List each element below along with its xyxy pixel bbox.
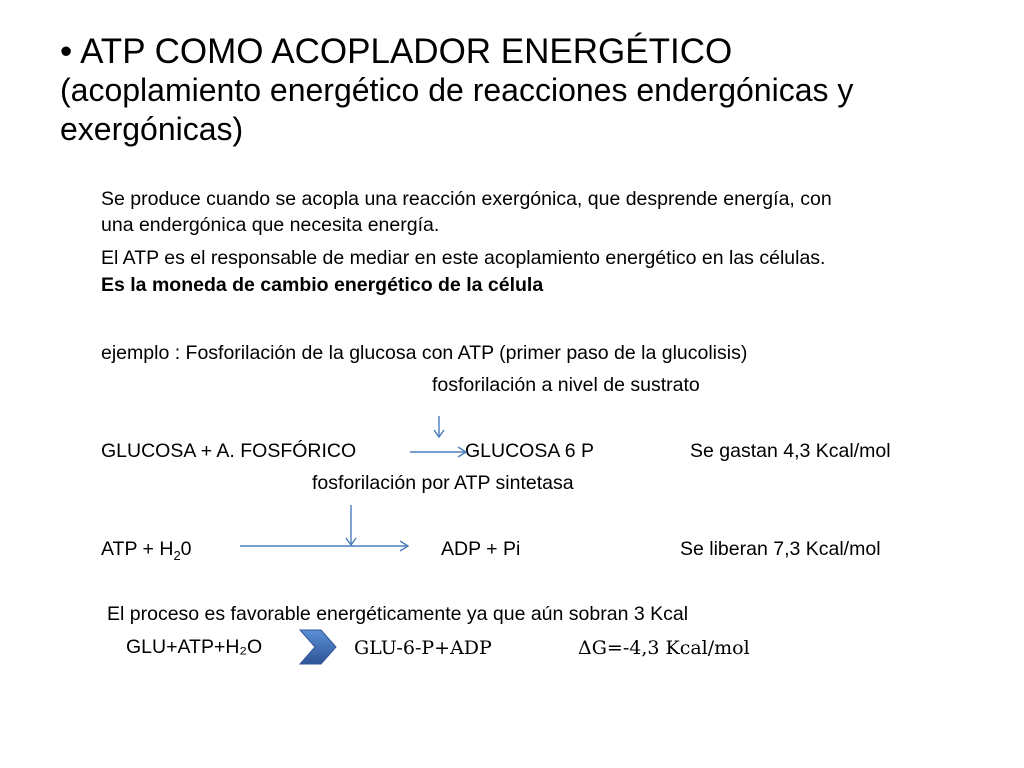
label-synthetase-phosphorylation: fosforilación por ATP sintetasa	[312, 472, 574, 494]
net-reaction-reactants: GLU+ATP+H₂O	[126, 636, 263, 658]
reaction2-energy: Se liberan 7,3 Kcal/mol	[680, 538, 881, 560]
conclusion-line: El proceso es favorable energéticamente ya que aún sobran 3 Kcal	[107, 603, 689, 625]
paragraph-1-line-1: Se produce cuando se acopla una reacción exergónica, que desprende energía, con	[101, 188, 832, 210]
title-text: ATP COMO ACOPLADOR ENERGÉTICO	[80, 32, 733, 71]
net-reaction-delta-g: ΔG=-4,3 Kcal/mol	[578, 637, 750, 659]
title-line-2: (acoplamiento energético de reacciones endergónicas y	[60, 72, 854, 108]
paragraph-2-bold-line: Es la moneda de cambio energético de la célula	[101, 274, 544, 296]
reaction1-reactants: GLUCOSA + A. FOSFÓRICO	[101, 440, 357, 462]
label-substrate-phosphorylation: fosforilación a nivel de sustrato	[432, 374, 700, 396]
reaction2-reactant-a: ATP + H	[101, 538, 174, 560]
reaction2-product: ADP + Pi	[441, 538, 521, 560]
bullet: •	[60, 32, 73, 71]
reaction2-reactant-b: 0	[180, 538, 192, 560]
example-line: ejemplo : Fosforilación de la glucosa con ATP (primer paso de la glucolisis)	[101, 342, 748, 364]
paragraph-2-line-1: El ATP es el responsable de mediar en este acoplamiento energético en las células.	[101, 247, 826, 269]
net-reaction-products: GLU-6-P+ADP	[354, 637, 492, 659]
reaction2-subscript: 2	[173, 548, 181, 563]
reaction1-energy: Se gastan 4,3 Kcal/mol	[690, 440, 891, 462]
title-line-3: exergónicas)	[60, 111, 244, 147]
reaction1-product: GLUCOSA 6 P	[465, 440, 594, 462]
paragraph-1-line-2: una endergónica que necesita energía.	[101, 214, 440, 236]
